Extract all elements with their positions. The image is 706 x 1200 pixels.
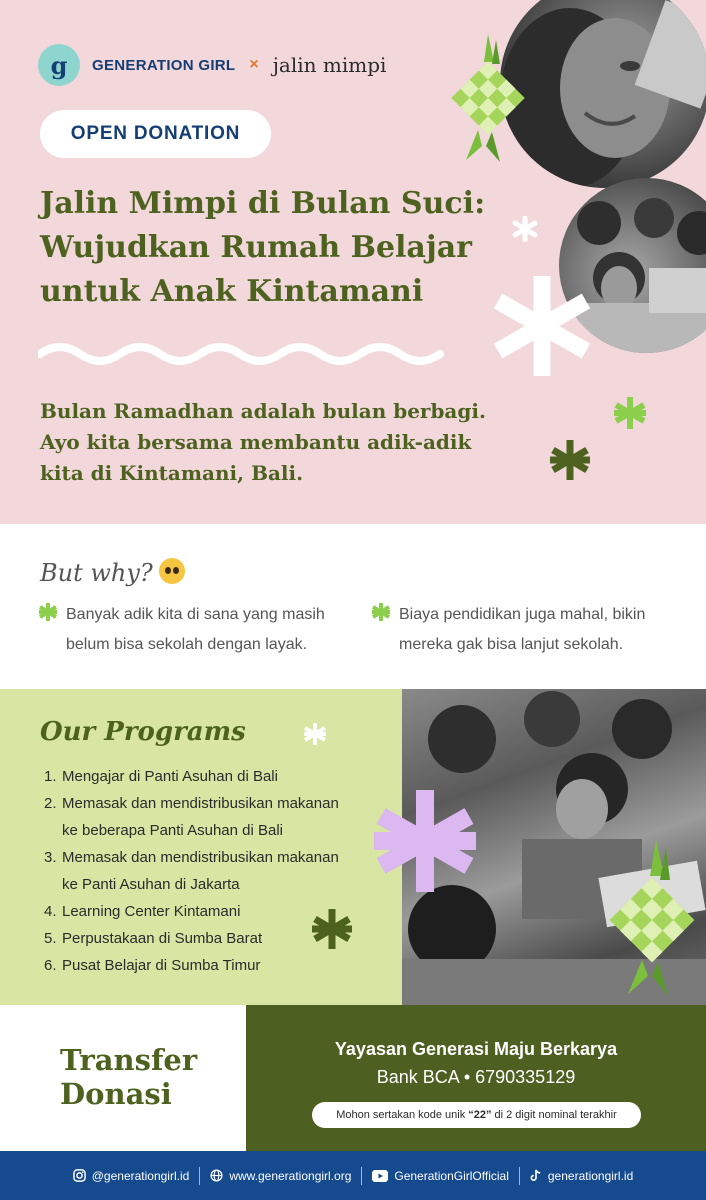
small-white-star-icon	[302, 721, 328, 747]
website-url: www.generationgirl.org	[229, 1168, 352, 1183]
programs-title: Our Programs	[40, 717, 246, 747]
bank-account: Bank BCA • 6790335129	[376, 1067, 576, 1087]
program-line: ke beberapa Panti Asuhan di Bali	[62, 822, 283, 839]
pleading-face-emoji-icon	[159, 558, 185, 584]
why-reason-line: mereka gak bisa lanjut sekolah.	[399, 636, 624, 653]
program-number: 6.	[44, 957, 57, 974]
transfer-title	[60, 1043, 197, 1111]
globe-icon	[210, 1169, 223, 1182]
open-donation-badge: OPEN DONATION	[40, 110, 271, 158]
youtube-channel: GenerationGirlOfficial	[394, 1168, 509, 1183]
program-item	[44, 952, 374, 979]
why-reason	[371, 600, 671, 660]
brand-row	[38, 44, 386, 86]
tiktok-icon	[530, 1169, 542, 1182]
note-text: di 2 digit nominal terakhir	[494, 1109, 617, 1121]
transfer-title-line: Donasi	[60, 1077, 172, 1111]
child-photo-circle	[500, 0, 706, 188]
headline	[40, 182, 510, 314]
dark-green-asterisk-icon	[310, 907, 354, 951]
program-line: Pusat Belajar di Sumba Timur	[62, 957, 261, 974]
program-number: 3.	[44, 849, 57, 866]
headline-line: untuk Anak Kintamani	[40, 274, 424, 309]
green-star-bullet-icon	[371, 602, 391, 622]
lilac-asterisk-icon	[372, 788, 478, 894]
why-section	[0, 524, 706, 689]
instagram-link[interactable]	[63, 1169, 200, 1183]
instagram-icon	[73, 1169, 86, 1182]
generation-girl-logo-icon: g	[38, 44, 80, 86]
programs-section	[0, 689, 402, 1005]
note-text: Mohon sertakan kode unik	[336, 1109, 466, 1121]
why-title	[40, 558, 185, 587]
website-link[interactable]	[200, 1169, 361, 1183]
why-title-text: But why?	[40, 559, 153, 587]
unique-code: “22”	[468, 1109, 492, 1121]
program-item	[44, 763, 374, 790]
youtube-link[interactable]	[362, 1169, 519, 1183]
social-footer	[0, 1151, 706, 1200]
generation-girl-name: GENERATION GIRL	[92, 56, 236, 74]
hero-section	[0, 0, 706, 524]
collab-separator: ×	[249, 56, 259, 73]
transfer-heading-panel	[0, 1005, 246, 1151]
transfer-details-panel	[246, 1005, 706, 1151]
why-reason-line: Banyak adik kita di sana yang masih	[66, 606, 325, 623]
program-number: 1.	[44, 768, 57, 785]
wave-divider-icon	[38, 338, 444, 370]
child-face-icon	[500, 0, 706, 188]
instagram-handle: @generationgirl.id	[91, 1168, 190, 1183]
subtext-line: Bulan Ramadhan adalah bulan berbagi.	[40, 399, 486, 423]
program-line: Mengajar di Panti Asuhan di Bali	[62, 768, 278, 785]
program-number: 4.	[44, 903, 57, 920]
program-line: Memasak dan mendistribusikan makanan	[62, 849, 339, 866]
program-line: Learning Center Kintamani	[62, 903, 241, 920]
jalin-mimpi-name: jalin mimpi	[272, 53, 387, 77]
hero-subtext	[40, 396, 530, 489]
program-item	[44, 790, 374, 844]
small-white-star-icon	[512, 216, 538, 242]
large-white-asterisk-icon	[490, 274, 594, 378]
program-line: ke Panti Asuhan di Jakarta	[62, 876, 240, 893]
ketupat-icon	[448, 34, 528, 164]
headline-line: Jalin Mimpi di Bulan Suci:	[40, 186, 486, 221]
ketupat-icon	[606, 840, 696, 996]
why-reason-line: Biaya pendidikan juga mahal, bikin	[399, 606, 646, 623]
subtext-line: kita di Kintamani, Bali.	[40, 461, 304, 485]
why-reason-line: belum bisa sekolah dengan layak.	[66, 636, 308, 653]
program-number: 2.	[44, 795, 57, 812]
tiktok-handle: generationgirl.id	[547, 1168, 634, 1183]
subtext-line: Ayo kita bersama membantu adik-adik	[40, 430, 472, 454]
green-asterisk-icon	[612, 395, 648, 431]
program-line: Memasak dan mendistribusikan makanan	[62, 795, 339, 812]
tiktok-link[interactable]	[520, 1169, 643, 1183]
foundation-name: Yayasan Generasi Maju Berkarya	[334, 1039, 618, 1059]
dark-green-asterisk-icon	[548, 438, 592, 482]
program-line: Perpustakaan di Sumba Barat	[62, 930, 263, 947]
green-star-bullet-icon	[38, 602, 58, 622]
program-item	[44, 844, 374, 898]
unique-code-note	[312, 1102, 641, 1128]
youtube-icon	[372, 1170, 388, 1182]
why-reason	[38, 600, 338, 660]
transfer-title-line: Transfer	[60, 1043, 198, 1077]
program-number: 5.	[44, 930, 57, 947]
headline-line: Wujudkan Rumah Belajar	[40, 230, 472, 265]
